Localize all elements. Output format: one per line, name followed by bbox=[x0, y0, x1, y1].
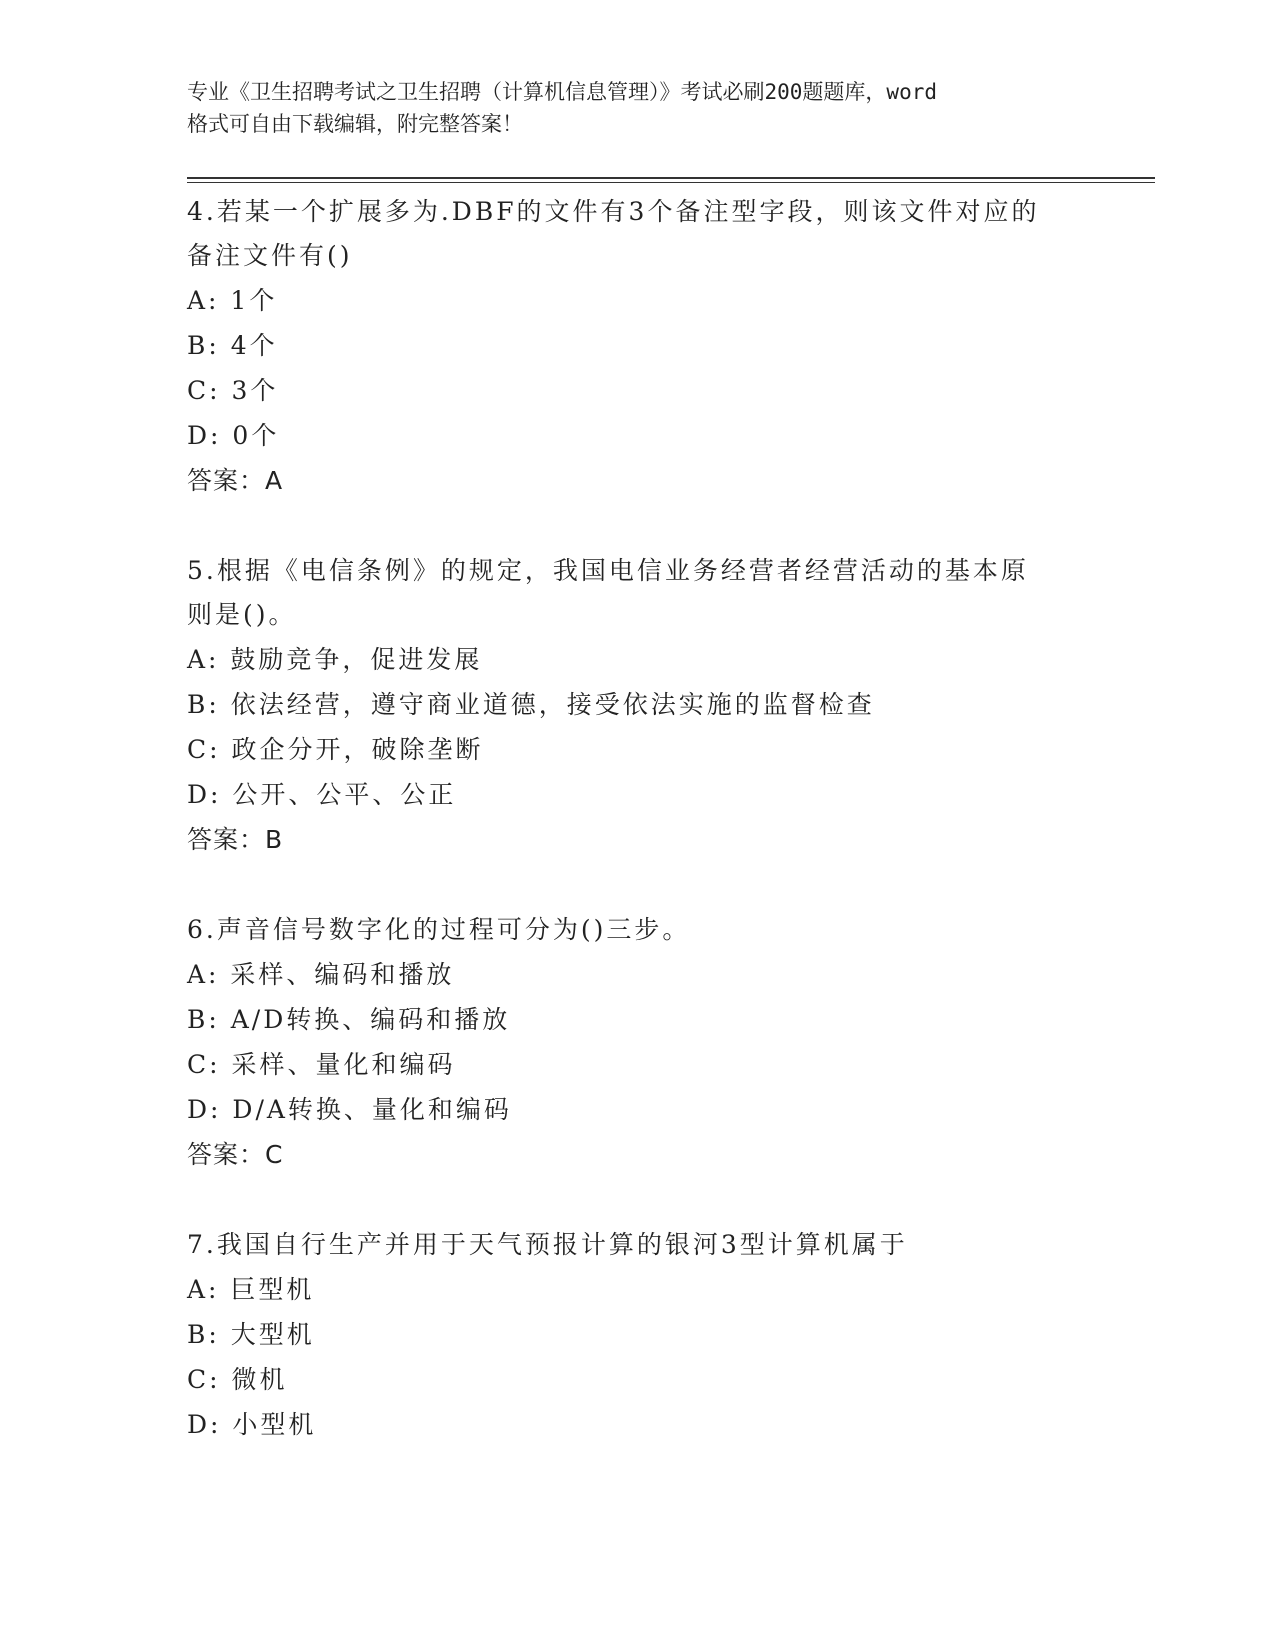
option-d: D: 0个 bbox=[187, 421, 280, 450]
question-text: 6.声音信号数字化的过程可分为()三步。 bbox=[187, 915, 691, 944]
question-text: 4.若某一个扩展多为.DBF的文件有3个备注型字段，则该文件对应的 bbox=[187, 197, 1040, 226]
question-list bbox=[187, 190, 1087, 1493]
option-c: C: 微机 bbox=[187, 1365, 288, 1394]
option-c: C: 采样、量化和编码 bbox=[187, 1050, 456, 1079]
option-b: B: 4个 bbox=[187, 331, 278, 360]
option-c: C: 3个 bbox=[187, 376, 279, 405]
question-text: 5.根据《电信条例》的规定，我国电信业务经营者经营活动的基本原 bbox=[187, 556, 1029, 585]
answer: 答案：B bbox=[187, 825, 284, 854]
header-line-2: 格式可自由下载编辑，附完整答案！ bbox=[187, 112, 523, 136]
option-b: B: A/D转换、编码和播放 bbox=[187, 1005, 511, 1034]
header-rule-thin bbox=[187, 182, 1155, 183]
option-d: D: 小型机 bbox=[187, 1410, 317, 1439]
option-b: B: 依法经营，遵守商业道德，接受依法实施的监督检查 bbox=[187, 690, 875, 719]
header-rule-thick bbox=[187, 177, 1155, 179]
header-line-1: 专业《卫生招聘考试之卫生招聘（计算机信息管理）》考试必刷200题题库，word bbox=[187, 80, 937, 104]
option-c: C: 政企分开，破除垄断 bbox=[187, 735, 484, 764]
question-4 bbox=[187, 190, 1087, 503]
document-header bbox=[187, 76, 1087, 140]
option-d: D: D/A转换、量化和编码 bbox=[187, 1095, 512, 1124]
option-a: A: 巨型机 bbox=[187, 1275, 315, 1304]
question-text: 备注文件有() bbox=[187, 241, 353, 270]
question-5 bbox=[187, 549, 1087, 862]
question-text: 则是()。 bbox=[187, 600, 297, 629]
answer: 答案：A bbox=[187, 466, 284, 495]
option-a: A: 鼓励竞争，促进发展 bbox=[187, 645, 483, 674]
option-a: A: 1个 bbox=[187, 286, 278, 315]
option-d: D: 公开、公平、公正 bbox=[187, 780, 457, 809]
question-6 bbox=[187, 908, 1087, 1177]
question-7 bbox=[187, 1223, 1087, 1447]
option-a: A: 采样、编码和播放 bbox=[187, 960, 455, 989]
answer: 答案：C bbox=[187, 1140, 284, 1169]
option-b: B: 大型机 bbox=[187, 1320, 315, 1349]
question-text: 7.我国自行生产并用于天气预报计算的银河3型计算机属于 bbox=[187, 1230, 908, 1259]
